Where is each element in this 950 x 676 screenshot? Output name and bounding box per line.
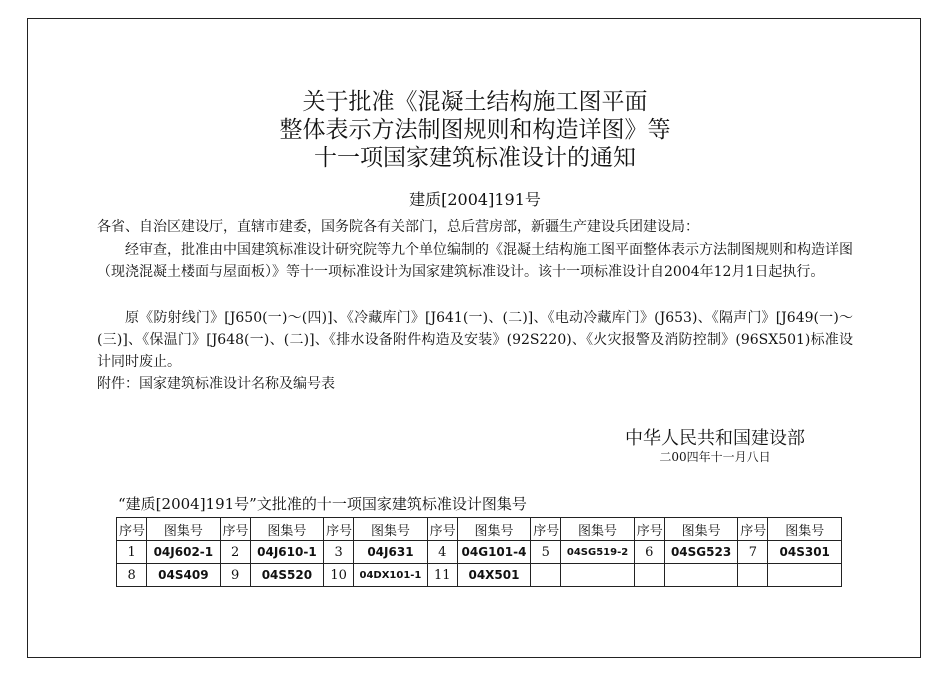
cell-seq: 5 <box>531 541 561 564</box>
header-seq: 序号 <box>738 518 768 541</box>
addressee: 各省、自治区建设厅，直辖市建委，国务院各有关部门，总后营房部，新疆生产建设兵团建设局： <box>97 219 699 235</box>
cell-atlas-code: 04S301 <box>768 541 842 564</box>
cell-seq: 6 <box>634 541 664 564</box>
header-code: 图集号 <box>768 518 842 541</box>
cell-seq <box>634 564 664 587</box>
notice-title-line-2: 整体表示方法制图规则和构造详图》等 <box>279 117 671 143</box>
header-seq: 序号 <box>531 518 561 541</box>
cell-seq: 11 <box>427 564 457 587</box>
cell-atlas-code <box>664 564 737 587</box>
header-code: 图集号 <box>664 518 737 541</box>
table-header-row <box>117 518 842 541</box>
header-seq: 序号 <box>117 518 147 541</box>
cell-seq: 10 <box>324 564 354 587</box>
document-number: 建质[2004]191号 <box>409 190 541 209</box>
approval-paragraph: 经审查，批准由中国建筑标准设计研究院等九个单位编制的《混凝土结构施工图平面整体表示方法制图规则和构造详图（现浇混凝土楼面与屋面板）》等十一项标准设计为国家建筑标准设计。该十一项标准设计自2004年12月1日起执行。 <box>97 242 853 280</box>
table-row <box>117 564 842 587</box>
cell-seq: 7 <box>738 541 768 564</box>
cell-atlas-code: 04G101-4 <box>457 541 530 564</box>
header-code: 图集号 <box>457 518 530 541</box>
header-code: 图集号 <box>250 518 323 541</box>
atlas-number-table <box>116 517 842 587</box>
cell-atlas-code: 04SG523 <box>664 541 737 564</box>
cell-seq: 2 <box>220 541 250 564</box>
header-seq: 序号 <box>427 518 457 541</box>
cell-seq: 4 <box>427 541 457 564</box>
header-code: 图集号 <box>147 518 220 541</box>
cell-seq: 1 <box>117 541 147 564</box>
header-seq: 序号 <box>634 518 664 541</box>
cell-seq: 9 <box>220 564 250 587</box>
table-row <box>117 541 842 564</box>
attachment-note: 附件：国家建筑标准设计名称及编号表 <box>97 376 335 392</box>
cell-atlas-code <box>561 564 634 587</box>
notice-title-line-1: 关于批准《混凝土结构施工图平面 <box>302 89 648 115</box>
cell-atlas-code: 04S520 <box>250 564 323 587</box>
cell-atlas-code: 04J610-1 <box>250 541 323 564</box>
cell-atlas-code: 04J602-1 <box>147 541 220 564</box>
header-code: 图集号 <box>561 518 634 541</box>
notice-title-line-3: 十一项国家建筑标准设计的通知 <box>314 145 636 171</box>
cell-seq: 8 <box>117 564 147 587</box>
header-seq: 序号 <box>324 518 354 541</box>
cell-atlas-code: 04S409 <box>147 564 220 587</box>
cell-atlas-code: 04DX101-1 <box>354 564 427 587</box>
cell-atlas-code: 04J631 <box>354 541 427 564</box>
header-seq: 序号 <box>220 518 250 541</box>
header-code: 图集号 <box>354 518 427 541</box>
issue-date: 二00四年十一月八日 <box>659 450 771 464</box>
cell-seq <box>531 564 561 587</box>
cell-seq: 3 <box>324 541 354 564</box>
cell-atlas-code: 04X501 <box>457 564 530 587</box>
table-caption: “建质[2004]191号”文批准的十一项国家建筑标准设计图集号 <box>118 495 527 513</box>
abolition-paragraph: 原《防射线门》[J650(一)～(四)]、《冷藏库门》[J641(一)、(二)]、《电动冷藏库门》(J653)、《隔声门》[J649(一)～(三)]、《保温门》[J648(一)、(二)]、《排水设备附件构造及安装》(92S220)、《火灾报警及消防控制》(96SX501)标准设计同时废止。 <box>97 310 853 370</box>
issuing-authority: 中华人民共和国建设部 <box>625 428 805 449</box>
cell-seq <box>738 564 768 587</box>
cell-atlas-code <box>768 564 842 587</box>
cell-atlas-code: 04SG519-2 <box>561 541 634 564</box>
